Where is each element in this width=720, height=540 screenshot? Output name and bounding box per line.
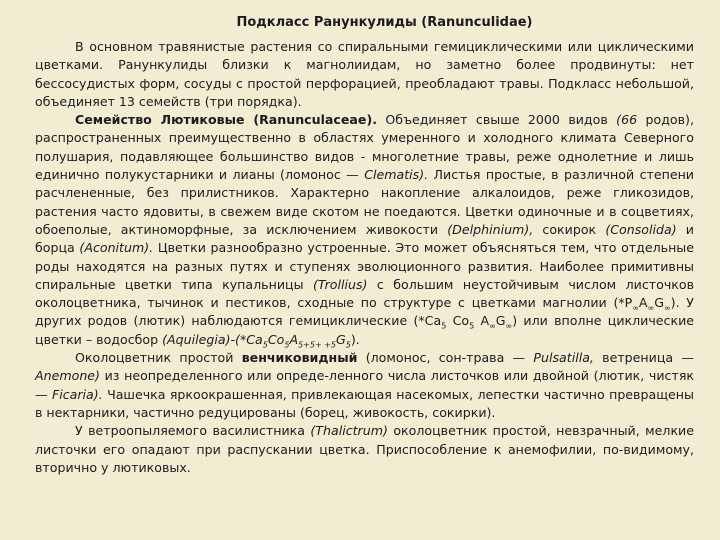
formula-sub: ∞ <box>505 321 513 331</box>
formula-sub: ∞ <box>647 303 655 313</box>
text-span: (ломонос, сон-трава — <box>357 350 534 366</box>
formula-sub: ∞ <box>663 303 671 313</box>
text-span: родов), распространенных преимущественно в областях умеренного и холодного климата Северного полушария, подавляющее большинство видов - многолетние травы, реже однолетние и лишь единично полукустарники и лианы (ломонос — <box>35 112 694 183</box>
latin-anemone: Anemone) <box>35 368 100 384</box>
formula-sub: 5 <box>469 321 475 331</box>
formula-sub: 5 <box>262 340 268 350</box>
formula-sub: 5 <box>441 321 447 331</box>
text-span: с большим неустойчивым числом листочков околоцветника, тычинок и пестиков, сходные по структуре с цветками магнолии (*P <box>35 276 694 311</box>
paragraph-thalictrum <box>35 422 694 477</box>
formula-sub: 5 <box>345 340 351 350</box>
formula-sub: ∞ <box>489 321 496 331</box>
latin-aquilegia: (Aquilegia)-(*Ca <box>162 331 263 347</box>
text-span: Чашечка яркоокрашенная, привлекающая насекомых, лепестки частично превращены в нектарники, частично редуцированы (борец, живокость, сокирки). <box>35 386 694 420</box>
text-span: ветреница — <box>593 350 694 366</box>
latin-delphinium: (Delphinium), <box>447 221 534 237</box>
bold-term: венчиковидный <box>241 350 358 366</box>
page-title: Подкласс Ранункулиды (Ranunculidae) <box>236 15 533 30</box>
text-span: ) или вполне циклические цветки – водосбор <box>35 313 694 347</box>
genus-count: (66 <box>616 112 638 128</box>
text-span: G <box>335 331 346 347</box>
text-span: Околоцветник простой <box>75 350 242 366</box>
text-span: Листья простые, в различной степени расчлененные, без прилистников. Характерно накопление алкалоидов, реже гликозидов, растения часто ядовиты, в свежем виде скотом не поедаются. Цветки одиночные и в соцветиях, обоеполые, актиноморфные, за исключением живокости <box>35 167 694 237</box>
text-span: Co <box>267 331 285 347</box>
text-span: A <box>638 295 648 311</box>
text-span: ). <box>350 331 360 347</box>
latin-trollius: (Trollius) <box>312 276 368 292</box>
text-span: У ветроопыляемого василистника <box>75 423 311 439</box>
formula-sub: 5 <box>284 340 290 350</box>
formula-sub: ∞ <box>632 303 639 313</box>
text-span: из неопределенного или опреде-ленного числа листочков или двойной (лютик, чистяк — <box>35 368 694 402</box>
paragraph-intro: В основном травянистые растения со спиральными гемициклическими или циклическими цветками. Ранункулиды близки к магнолиидам, но заметно более продвинуты: нет бессосудистых форм, сосуды с простой перфорацией, преобладают травы. Подкласс небольшой, объединяет 13 семейств (три порядка). <box>35 39 694 109</box>
paragraph-perianth <box>35 349 694 422</box>
text-span: Co <box>446 313 470 329</box>
family-heading: Семейство Лютиковые (Ranunculaceae). <box>75 112 377 128</box>
text-span: G <box>654 295 664 311</box>
paragraph-ranunculaceae <box>35 111 694 349</box>
latin-clematis: Clematis). <box>364 167 429 183</box>
text-span: G <box>495 313 506 329</box>
latin-aconitum: (Aconitum). <box>79 240 154 256</box>
text-span: Объединяет свыше 2000 видов <box>377 112 617 128</box>
latin-ficaria: Ficaria). <box>51 386 103 402</box>
formula-sub: 5+5+ +5 <box>298 340 336 350</box>
text-span: и борца <box>35 221 694 256</box>
text-span: ). У других родов (лютик) наблюдаются гемициклические (*Ca <box>35 295 694 329</box>
text-span: Цветки разнообразно устроенные. Это может объясняться тем, что отдельные роды находятся на разных путях и ступенях эволюционного развития. Наиболее примитивны спиральные цветки типа купальницы <box>35 240 694 292</box>
text-span: сокирок <box>533 221 606 237</box>
latin-pulsatilla: Pulsatilla, <box>533 350 594 366</box>
text-span: A <box>474 313 490 329</box>
text-span: околоцветник простой, невзрачный, мелкие листочки его опадают при распускании цветка. Приспособление к анемофилии, по-видимому, вторично у лютиковых. <box>35 423 694 475</box>
text-span: A <box>289 331 299 347</box>
latin-thalictrum: (Thalictrum) <box>310 423 388 439</box>
latin-consolida: (Consolida) <box>605 221 677 237</box>
